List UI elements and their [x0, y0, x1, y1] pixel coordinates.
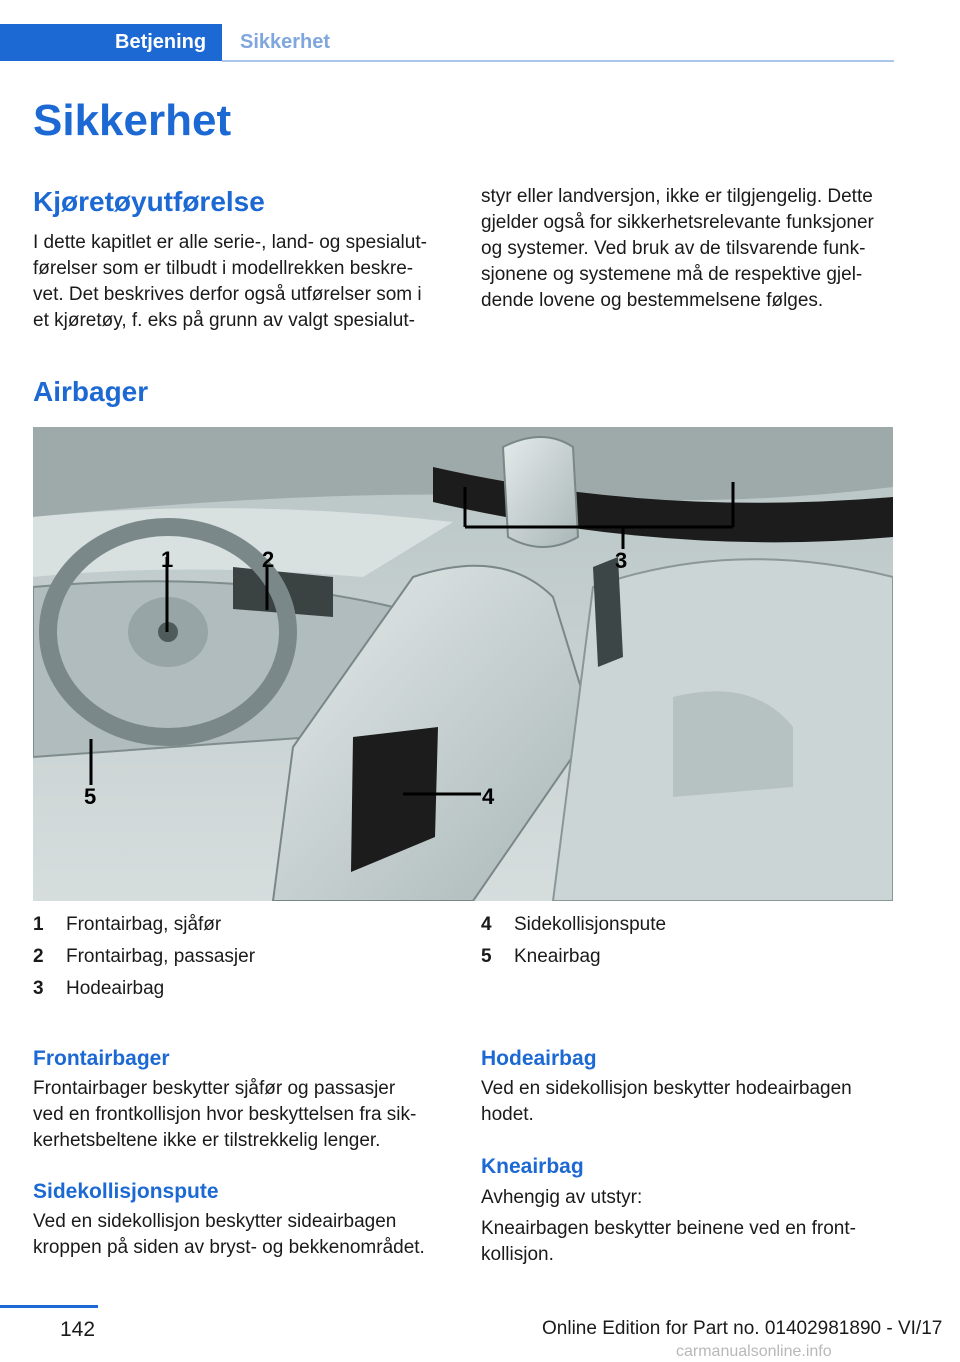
callout-2: 2	[262, 547, 275, 572]
legend-item	[33, 941, 255, 973]
legend-num: 2	[33, 946, 44, 967]
edition-text: Online Edition for Part no. 01402981890 - VI/17	[542, 1318, 943, 1339]
legend-item	[33, 909, 255, 941]
airbag-figure	[33, 427, 893, 901]
legend-label: Frontairbag, passasjer	[66, 946, 256, 967]
text-line: kollisjon.	[481, 1244, 554, 1265]
text-line: vet. Det beskrives derfor også utførelser som i	[33, 284, 422, 305]
heading-kjoretoyutforelse: Kjøretøyutførelse	[33, 186, 265, 217]
callout-3: 3	[615, 548, 628, 573]
page-title: Sikkerhet	[33, 96, 232, 145]
text-line: Frontairbager beskytter sjåfør og passasjer	[33, 1078, 396, 1099]
header-tabs	[0, 24, 894, 62]
legend-item	[33, 973, 255, 1005]
text-line: styr eller landversjon, ikke er tilgjengelig. Dette	[481, 186, 873, 207]
legend-num: 3	[33, 978, 44, 999]
legend-label: Sidekollisjonspute	[514, 914, 667, 935]
text-line: Ved en sidekollisjon beskytter hodeairbagen	[481, 1078, 852, 1099]
legend-item	[481, 909, 666, 941]
legend-right	[481, 909, 666, 973]
text-line: gjelder også for sikkerhetsrelevante funksjoner	[481, 212, 874, 233]
legend-label: Frontairbag, sjåfør	[66, 914, 222, 935]
legend-label: Kneairbag	[514, 946, 601, 967]
text-line: sjonene og systemene må de respektive gjel-	[481, 264, 863, 285]
legend-num: 5	[481, 946, 492, 967]
header-rule	[222, 60, 894, 62]
callout-1: 1	[161, 547, 174, 572]
text-line: hodet.	[481, 1104, 534, 1125]
heading-airbager: Airbager	[33, 376, 149, 407]
text-line: I dette kapitlet er alle serie-, land- og spesialut-	[33, 232, 427, 253]
callout-5: 5	[84, 784, 97, 809]
page-number: 142	[60, 1318, 96, 1341]
text-line: førelser som er tilbudt i modellrekken beskre-	[33, 258, 414, 279]
frontairbager-text	[33, 1076, 416, 1154]
text-line: Ved en sidekollisjon beskytter sideairbagen	[33, 1211, 397, 1232]
text-line: dende lovene og bestemmelsene følges.	[481, 290, 824, 311]
footer-rule	[0, 1305, 98, 1308]
text-line: kerhetsbeltene ikke er tilstrekkelig lenger.	[33, 1130, 381, 1151]
intro-text-col2	[481, 184, 874, 314]
tab-betjening[interactable]: Betjening	[0, 24, 222, 61]
hodeairbag-text	[481, 1076, 852, 1128]
legend-num: 4	[481, 914, 492, 935]
text-line: ved en frontkollisjon hvor beskyttelsen fra sik-	[33, 1104, 417, 1125]
kneairbag-text	[481, 1216, 856, 1268]
tab-sikkerhet[interactable]: Sikkerhet	[240, 31, 331, 53]
heading-frontairbager: Frontairbager	[33, 1047, 170, 1070]
legend-item	[481, 941, 666, 973]
legend-num: 1	[33, 914, 44, 935]
heading-hodeairbag: Hodeairbag	[481, 1047, 597, 1070]
text-line: kroppen på siden av bryst- og bekkenområdet.	[33, 1237, 425, 1258]
legend-label: Hodeairbag	[66, 978, 165, 999]
heading-sidekollisjonspute: Sidekollisjonspute	[33, 1180, 219, 1203]
kneairbag-equipment: Avhengig av utstyr:	[481, 1187, 643, 1208]
callout-4: 4	[482, 784, 495, 809]
text-line: og systemer. Ved bruk av de tilsvarende funk-	[481, 238, 866, 259]
sidekollisjonspute-text	[33, 1209, 425, 1261]
legend-left	[33, 909, 255, 1005]
text-line: et kjøretøy, f. eks på grunn av valgt spesialut-	[33, 310, 415, 331]
watermark: carmanualsonline.info	[676, 1343, 832, 1360]
intro-text-col1	[33, 230, 427, 334]
text-line: Kneairbagen beskytter beinene ved en front-	[481, 1218, 856, 1239]
heading-kneairbag: Kneairbag	[481, 1155, 584, 1178]
